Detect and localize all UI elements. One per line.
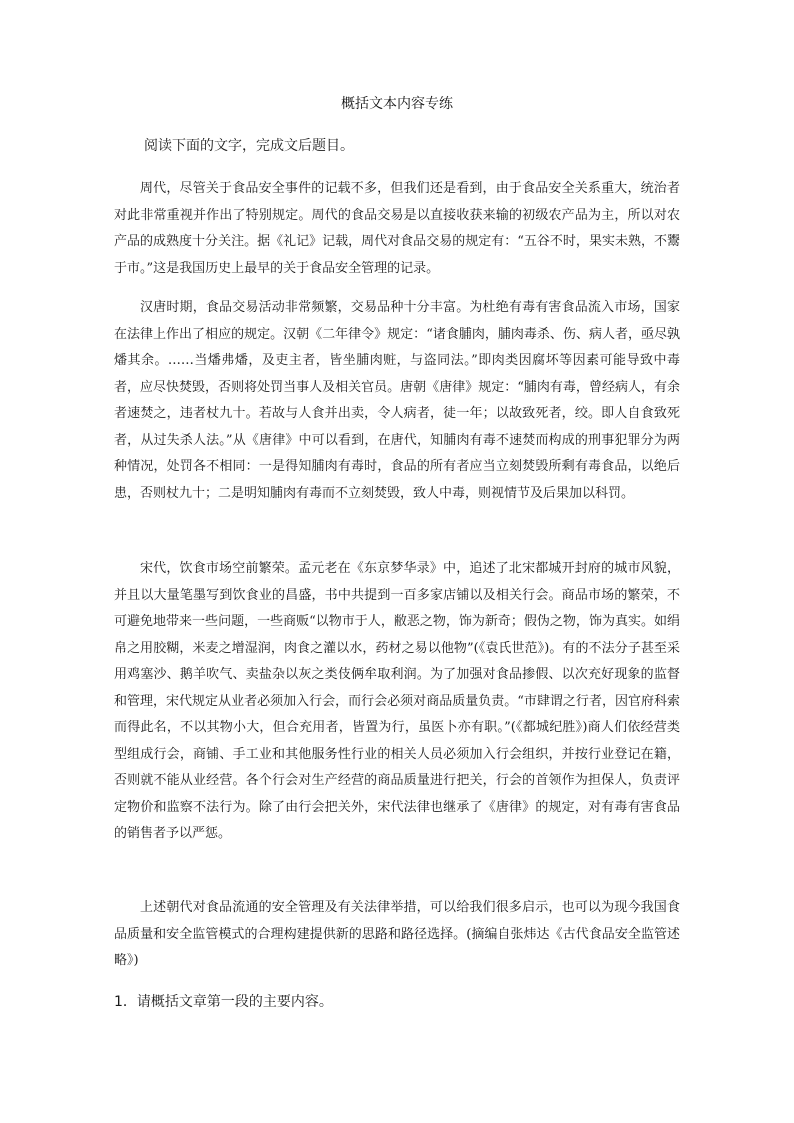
question-1: 1．请概括文章第一段的主要内容。 [114, 994, 333, 1010]
reading-instruction: 阅读下面的文字，完成文后题目。 [144, 138, 354, 154]
paragraph-conclusion: 上述朝代对食品流通的安全管理及有关法律举措，可以给我们很多启示，也可以为现今我国食品质量和安全监管模式的合理构建提供新的思路和路径选择。(摘编自张炜达《古代食品安全监管述略》) [114, 900, 680, 968]
document-title: 概括文本内容专练 [341, 96, 453, 112]
paragraph-zhou-dynasty: 周代，尽管关于食品安全事件的记载不多，但我们还是看到，由于食品安全关系重大，统治者对此非常重视并作出了特别规定。周代的食品交易是以直接收获来输的初级农产品为主，所以对农产品的成熟度十分关注。据《礼记》记载，周代对食品交易的规定有：“五谷不时，果实未熟，不鬻于市。”这是我国历史上最早的关于食品安全管理的记录。 [114, 181, 680, 276]
paragraph-han-tang-dynasties: 汉唐时期，食品交易活动非常频繁，交易品种十分丰富。为杜绝有毒有害食品流入市场，国家在法律上作出了相应的规定。汉朝《二年律令》规定：“诸食脯肉，脯肉毒杀、伤、病人者，亟尽孰燔其余。……当燔弗燔，及吏主者，皆坐脯肉赃，与盗同法。”即肉类因腐坏等因素可能导致中毒者，应尽快焚毁，否则将处罚当事人及相关官员。唐朝《唐律》规定：“脯肉有毒，曾经病人，有余者速焚之，违者杖九十。若故与人食并出卖，令人病者，徒一年；以故致死者，绞。即人自食致死者，从过失杀人法。”从《唐律》中可以看到，在唐代，知脯肉有毒不速焚而构成的刑事犯罪分为两种情况，处罚各不相同：一是得知脯肉有毒时，食品的所有者应当立刻焚毁所剩有毒食品，以绝后患，否则杖九十；二是明知脯肉有毒而不立刻焚毁，致人中毒，则视情节及后果加以科罚。 [114, 300, 680, 501]
paragraph-song-dynasty: 宋代，饮食市场空前繁荣。孟元老在《东京梦华录》中，追述了北宋都城开封府的城市风貌，并且以大量笔墨写到饮食业的昌盛，书中共提到一百多家店铺以及相关行会。商品市场的繁荣，不可避免地带来一些问题，一些商贩“以物市于人，敝恶之物，饰为新奇；假伪之物，饰为真实。如绢帛之用胶糊，米麦之增湿润，肉食之灌以水，药材之易以他物”(《袁氏世范》)。有的不法分子甚至采用鸡塞沙、鹅羊吹气、卖盐杂以灰之类伎俩牟取利润。为了加强对食品掺假、以次充好现象的监督和管理，宋代规定从业者必须加入行会，而行会必须对商品质量负责。“市肆谓之行者，因官府科索而得此名，不以其物小大，但合充用者，皆置为行，虽医卜亦有职。”(《都城纪胜》)商人们依经营类型组成行会，商铺、手工业和其他服务性行业的相关人员必须加入行会组织，并按行业登记在籍，否则就不能从业经营。各个行会对生产经营的商品质量进行把关，行会的首领作为担保人，负责评定物价和监察不法行为。除了由行会把关外，宋代法律也继承了《唐律》的规定，对有毒有害食品的销售者予以严惩。 [114, 561, 680, 841]
